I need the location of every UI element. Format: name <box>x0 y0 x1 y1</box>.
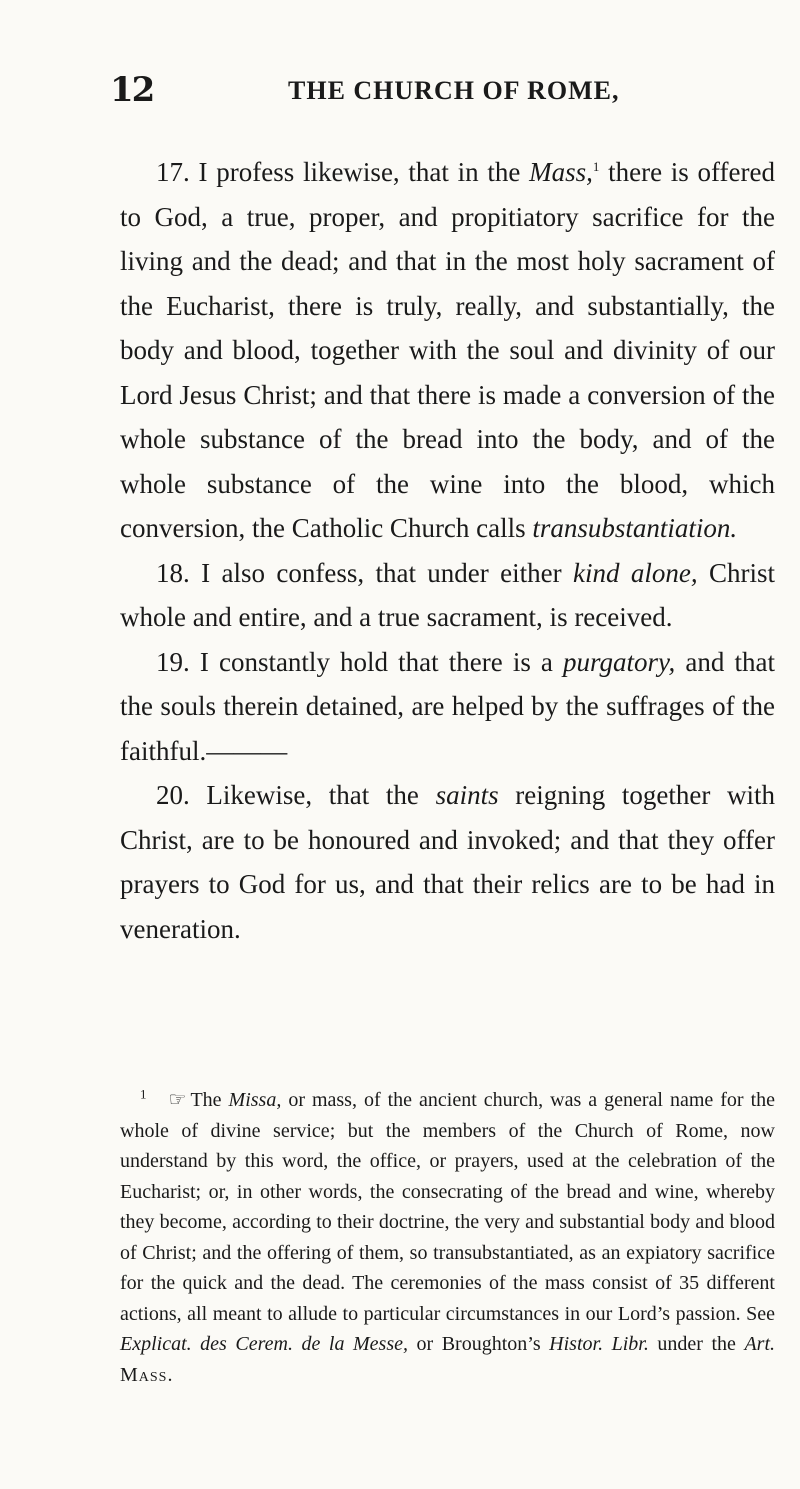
paragraph-18: 18. I also confess, that under either kind alone, Christ whole and entire, and a true sacrament, is received. <box>120 557 775 632</box>
citation-explicat: Explicat. des Cerem. de la Messe, <box>120 1333 408 1355</box>
emphasis-missa: Missa, <box>228 1089 282 1111</box>
footnote-1: $^1$ ☞ The Missa, or mass, of the ancient church, was a general name for the whole of divine service; but the members of the Church of Rome, now understand by this word, the office, or prayers, used at the celebration of the Eucharist; or, in other words, the consecrating of the bread and wine, whereby they become, according to their doctrine, the very and substantial body and blood of Christ; and the offering of them, so transubstantiated, as an expiatory sacrifice for the quick and the dead. The ceremonies of the mass consist of 35 different actions, all meant to allude to particular circumstances in our Lord’s passion. See Explicat. des Cerem. de la Messe, or Broughton’s Histor. Libr. under the Art. Mass. <box>120 1086 776 1386</box>
paragraph-number: 20. <box>156 780 190 810</box>
running-title: THE CHURCH OF ROME, <box>288 76 620 105</box>
paragraph-number: 19. <box>156 646 190 677</box>
paragraph-17: 17. I profess likewise, that in the Mass,$^1$ there is offered to God, a true, proper, and propitiatory sacrifice for the living and the dead; and that in the most holy sacrament of the Eucharist, there is truly, really, and substantially, the body and blood, together with the soul and divinity of our Lord Jesus Christ; and that there is made a conversion of the whole substance of the bread into the body, and of the whole substance of the wine into the blood, which conversion, the Catholic Church calls transubstantiation. <box>120 157 775 543</box>
pointing-hand-icon: ☞ <box>168 1089 187 1111</box>
paragraph-number: 17. <box>156 157 190 187</box>
footnote-mark: 1 <box>140 1086 147 1102</box>
emphasis-purgatory: purgatory, <box>563 646 676 677</box>
paragraph-19: 19. I constantly hold that there is a purgatory, and that the souls therein detained, are helped by the suffrages of the faithful.——— <box>120 646 775 766</box>
emphasis-mass: Mass, <box>529 157 593 187</box>
footnote-reference: 1 <box>592 159 600 174</box>
page-number: 12 <box>110 70 154 110</box>
paragraph-20: 20. Likewise, that the saints reigning together with Christ, are to be honoured and invoked; and that they offer prayers to God for us, and that their relics are to be had in veneration. <box>120 780 775 944</box>
citation-histor: Histor. Libr. <box>549 1333 649 1355</box>
page-header <box>110 70 710 110</box>
citation-mass: Mass. <box>120 1363 174 1386</box>
citation-art: Art. <box>744 1333 776 1355</box>
emphasis-saints: saints <box>435 780 499 810</box>
emphasis-transubstantiation: transubstantiation. <box>532 513 738 543</box>
paragraph-number: 18. <box>156 557 190 588</box>
footnotes <box>120 1085 775 1390</box>
emphasis-kind-alone: kind alone, <box>573 557 698 588</box>
main-text <box>120 150 775 951</box>
